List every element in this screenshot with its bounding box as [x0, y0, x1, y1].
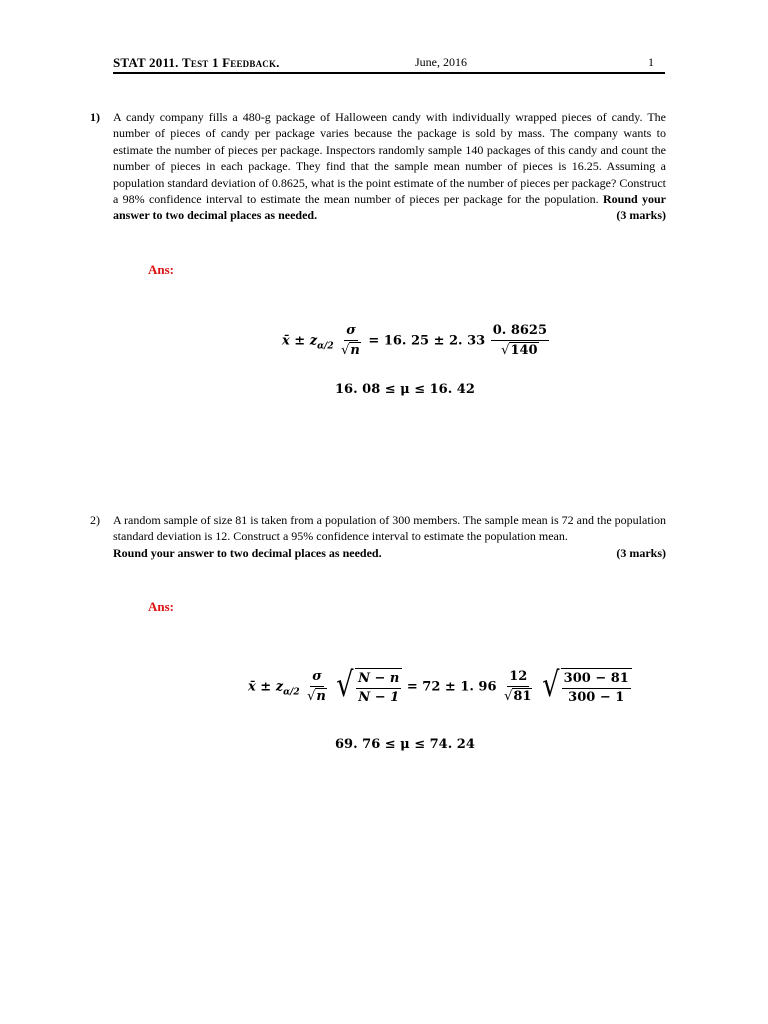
z-subscript: α/2 — [283, 687, 300, 698]
page-number: 1 — [648, 55, 654, 69]
question-1-number: 1) — [90, 110, 100, 124]
numeric-fpc-numerator: 300 − 81 — [562, 671, 631, 689]
question-1-ans-label: Ans: — [148, 262, 175, 277]
n-symbol: n — [350, 343, 360, 358]
sigma-symbol: σ — [344, 323, 358, 341]
plus-minus: ± — [289, 333, 310, 349]
header-date: June, 2016 — [415, 55, 467, 69]
question-2-round-note: Round your answer to two decimal places as needed. — [113, 545, 382, 560]
xbar-symbol: x̄ — [248, 679, 256, 695]
question-2-ans-label: Ans: — [148, 599, 175, 614]
question-2-formula — [248, 665, 632, 706]
fraction-numerator: 12 — [507, 669, 529, 687]
fpc-numerator: N − n — [356, 671, 401, 689]
question-2-text — [113, 512, 666, 561]
document-title: Test 1 Feedback. — [182, 55, 280, 70]
n-symbol: n — [316, 689, 326, 704]
question-1-result: 16. 08 ≤ μ ≤ 16. 42 — [335, 382, 475, 397]
equals-part: = 16. 25 ± 2. 33 — [363, 333, 490, 349]
question-1-formula — [282, 323, 550, 359]
question-2-marks: (3 marks) — [616, 545, 666, 560]
course-code: STAT 2011. — [113, 55, 179, 70]
sigma-over-root-n: $\frac{\sigma}{√n}$ — [341, 323, 360, 358]
header-course-title — [113, 55, 280, 71]
z-symbol: z — [309, 333, 318, 349]
equals-part: = 72 ± 1. 96 — [402, 679, 502, 695]
xbar-symbol: x̄ — [282, 333, 290, 349]
numeric-fraction: $\frac{12}{√81}$ — [504, 669, 532, 704]
numeric-fpc: √ $\frac{300 - 81}{300 - 1}$ — [540, 668, 632, 706]
fraction-denominator: 81 — [513, 689, 532, 704]
question-2-result: 69. 76 ≤ μ ≤ 74. 24 — [335, 737, 475, 752]
numeric-fpc-denominator: 300 − 1 — [568, 690, 625, 705]
question-2-number: 2) — [90, 513, 100, 527]
fpc-denominator: N − 1 — [358, 690, 400, 705]
question-2-body: A random sample of size 81 is taken from a population of 300 members. The sample mean is 72 and the population standard deviation is 12. Construct a 95% confidence interval to estimate the population mean. — [113, 513, 666, 544]
question-1-text — [113, 109, 666, 224]
sigma-symbol: σ — [310, 669, 324, 687]
question-1-round-note: Round your answer to two decimal places as needed. — [113, 192, 666, 223]
z-subscript: α/2 — [317, 341, 334, 352]
fraction-numerator: 0. 8625 — [491, 323, 549, 341]
numeric-fraction: $\frac{0. 8625}{√140}$ — [492, 323, 547, 358]
plus-minus: ± — [255, 679, 276, 695]
finite-population-correction: √ $\frac{N - n}{N - 1}$ — [334, 668, 402, 706]
fraction-denominator: 140 — [510, 343, 538, 358]
question-1-body: A candy company fills a 480-g package of Halloween candy with individually wrapped pieces of candy. The number of pieces of candy per package varies because the package is sold by mass. The company wants to estimate the number of pieces per package. Inspectors randomly sample 140 packages of this candy and count the number of pieces in each package. They find that the sample mean number of pieces is 16.25. Assuming a population standard deviation of 0.8625, what is the point estimate of the number of pieces per package? Construct a 98% confidence interval to estimate the mean number of pieces per package for the population. — [113, 110, 666, 207]
question-1-marks: (3 marks) — [616, 208, 666, 223]
sigma-over-root-n: $\frac{\sigma}{√n}$ — [307, 669, 326, 704]
header-rule — [113, 72, 665, 74]
z-symbol: z — [275, 679, 284, 695]
